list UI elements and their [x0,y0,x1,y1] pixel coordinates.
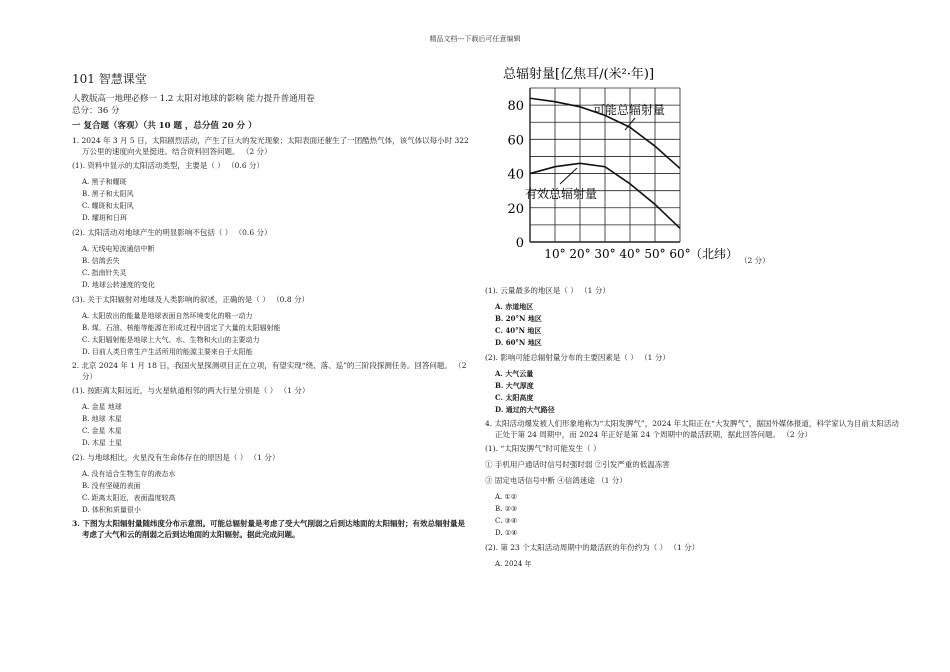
option[interactable]: D. 60°N 地区 [495,338,542,347]
question-4-sub-1-options [485,491,905,539]
arrow-effective [560,168,577,184]
question-3-sub-2: (2). 影响可能总辐射量分布的主要因素是（ ） （1 分） [485,353,670,362]
x-tick-label: 30° [594,247,616,261]
option[interactable]: D. 木星 土星 [82,439,123,447]
option[interactable]: B. 信鸽丢失 [82,257,120,265]
option[interactable]: A. 无线电短波通信中断 [82,245,155,253]
option[interactable]: B. 黑子和太阳风 [82,190,134,198]
question-1-sub-3: (3). 关于太阳辐射对地球及人类影响的叙述，正确的是（ ） （0.8 分） [72,295,309,304]
y-tick-label: 20 [507,201,524,217]
option[interactable]: C. 太阳高度 [495,393,534,402]
question-3-stem: 3. 下图为太阳辐射量随纬度分布示意图。可能总辐射量是考虑了受大气削弱之后到达地面的太阳辐射；有效总辐射量是考虑了大气和云的削弱之后到达地面的太阳辐射。据此完成问题。 [72,519,465,539]
question-1-sub-2-options [72,243,472,291]
option[interactable]: C. 耀斑和太阳风 [82,202,134,210]
question-2-stem: 2. 北京 2024 年 1 月 18 日，我国火星探测项目正在立项，有望实现“绕、落、巡”的三阶段探测任务。回答问题。 （2 分） [72,361,467,381]
y-tick-label: 80 [507,99,524,115]
question-2-sub-2-options [72,468,472,516]
left-column [72,70,472,542]
x-tick-label: 50° [644,247,666,261]
question-1-stem: 1. 2024 年 3 月 5 日，太阳剧烈活动，产生了巨大的发光现象；太阳表面还催生了一团酷热气体，该气体以每小时 322 万公里的速度向火星挺进。结合资料回答问题。 （2 分） [72,136,469,156]
option[interactable]: A. 赤道地区 [495,302,534,311]
option[interactable]: A. ①② [495,493,518,501]
option[interactable]: D. 体积和质量很小 [82,506,141,514]
option[interactable]: C. 距离太阳近，表面温度较高 [82,494,176,502]
question-4-sub-1-line-2: ③ 固定电话信号中断 ④信鸽迷途 （1 分） [485,476,627,485]
right-column [485,60,905,570]
option[interactable]: B. ②③ [495,505,518,513]
y-tick-label: 40 [507,167,524,183]
x-tick-label: 10° [544,247,566,261]
option[interactable]: C. 40°N 地区 [495,326,542,335]
question-4-sub-2: (2). 第 23 个太阳活动周期中的最活跃的年份约为（ ） （1 分） [485,543,700,552]
option[interactable]: D. 耀斑和日珥 [82,214,127,222]
exam-subtitle: 人教版高一地理必修一 1.2 太阳对地球的影响 能力提升普通用卷 [72,94,315,104]
y-tick-label: 60 [507,133,524,149]
option[interactable]: B. 没有坚硬的表面 [82,482,141,490]
total-score: 总分：36 分 [72,106,120,116]
option[interactable]: A. 2024 年 [495,560,532,568]
series-label-effective: 有效总辐射量 [525,187,598,201]
radiation-chart [485,60,775,265]
option[interactable]: C. 太阳辐射能是地球上大气、水、生物和火山的主要动力 [82,336,260,344]
question-1-sub-1-options [72,176,472,224]
x-tick-label: 40° [619,247,641,261]
question-2-sub-2: (2). 与地球相比，火星没有生命体存在的原因是（ ） （1 分） [72,453,280,462]
option[interactable]: A. 太阳放出的能量是地球表面自然环境变化的唯一动力 [82,312,253,320]
option[interactable]: C. ③④ [495,517,518,525]
option[interactable]: A. 金星 地球 [82,403,122,411]
page-header: 精品文档---下载后可任意编辑 [429,35,521,43]
question-3-sub-2-options [485,368,905,416]
question-3-sub-1: (1). 云量最多的地区是（ ） （1 分） [485,286,610,295]
question-1-sub-2: (2). 太阳活动对地球产生的明显影响不包括（ ） （0.6 分） [72,228,272,237]
question-2-sub-1: (1). 按距离太阳远近，与火星轨道相邻的两大行星分别是（ ） （1 分） [72,386,310,395]
option[interactable]: D. 通过的大气路径 [495,405,555,414]
question-1-sub-1: (1). 资料中显示的太阳活动类型，主要是（ ） （0.6 分） [72,161,264,170]
option[interactable]: C. 指南针失灵 [82,269,127,277]
option[interactable]: B. 20°N 地区 [495,314,542,323]
option[interactable]: A. 没有适合生物生存的液态水 [82,470,176,478]
chart-score: （2 分） [740,256,770,265]
x-axis-unit: （北纬） [690,247,739,261]
chart-title: 总辐射量[亿焦耳/(米²·年)] [503,67,655,82]
option[interactable]: A. 黑子和耀斑 [82,178,127,186]
question-4-sub-1: (1). “太阳发脾气”时可能发生（ ） [485,444,601,453]
brand-title: 101 智慧课堂 [72,72,147,86]
series-label-possible: 可能总辐射量 [593,103,666,117]
option[interactable]: B. 大气厚度 [495,381,534,390]
option[interactable]: B. 煤、石油、核能等能源在形成过程中固定了大量的太阳辐射能 [82,324,281,332]
x-tick-label: 60° [669,247,691,261]
y-tick-label: 0 [515,236,524,251]
option[interactable]: D. 地球公转速度的变化 [82,281,155,289]
option[interactable]: A. 大气云量 [495,369,534,378]
option[interactable]: C. 金星 木星 [82,427,122,435]
section-heading: 一 复合题（客观）（共 10 题 ，总分值 20 分 ） [72,121,257,131]
question-3-sub-1-options [485,301,905,349]
x-tick-label: 20° [569,247,591,261]
option[interactable]: D. 目前人类日常生产生活所用的能源主要来自于太阳能 [82,348,253,356]
question-4-stem: 4. 太阳活动爆发被人们形象地称为“太阳发脾气”，2024 年太阳正在“大发脾气”，据国外媒体报道，科学家认为目前太阳活动正处于第 24 周期中，而 2024 年正好是第 24 个周期中的最活跃期，据此回答问题。 （2 分） [485,419,899,439]
option[interactable]: B. 地球 木星 [82,415,122,423]
question-2-sub-1-options [72,401,472,449]
question-1-sub-3-options [72,310,472,358]
option[interactable]: D. ①④ [495,529,518,537]
question-4-sub-1-line-1: ① 手机用户通话时信号时强时弱 ②引发严重的低温冻害 [485,460,670,469]
